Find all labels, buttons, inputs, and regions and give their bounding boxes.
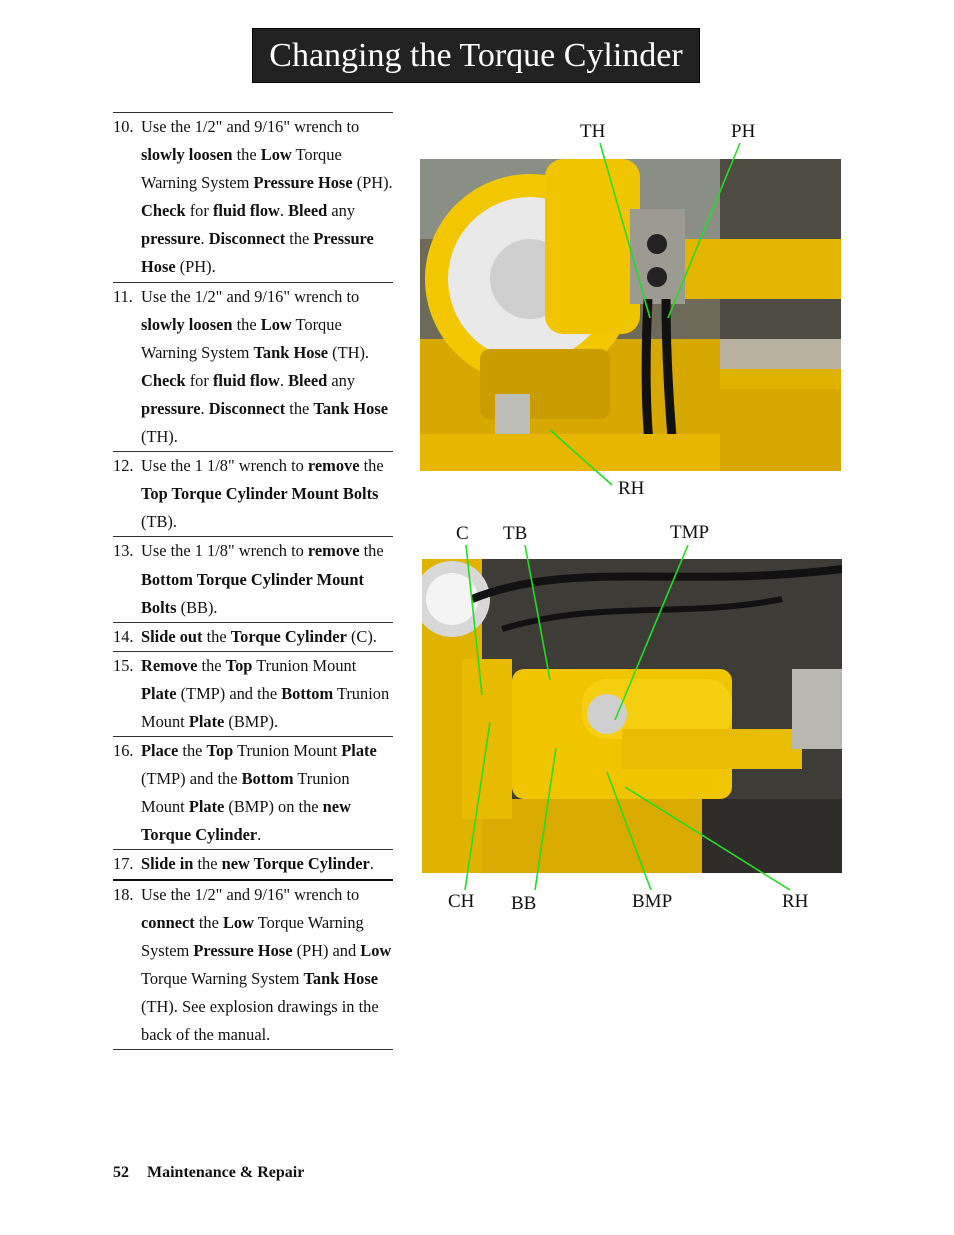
step-number: 16. bbox=[113, 741, 134, 761]
bold-term: Disconnect bbox=[208, 398, 286, 418]
bold-term: remove bbox=[307, 456, 360, 476]
leader-tmp bbox=[615, 545, 688, 720]
leader-tb bbox=[525, 545, 550, 680]
step-text: Slide in the new Torque Cylinder. bbox=[141, 854, 374, 874]
bold-term: Tank Hose bbox=[253, 342, 329, 362]
page-number: 52 bbox=[113, 1164, 129, 1181]
label-th: TH bbox=[580, 121, 606, 142]
step-text: Remove the Top Trunion Mount Plate (TMP) and the Bottom Trunion Mount Plate (BMP). bbox=[141, 655, 390, 731]
step-number: 12. bbox=[113, 456, 134, 476]
leader-bb bbox=[535, 748, 556, 890]
section-name: Maintenance & Repair bbox=[147, 1164, 305, 1181]
bold-term: Pressure Hose bbox=[253, 173, 353, 193]
label-tmp: TMP bbox=[670, 522, 710, 543]
step-text: Use the 1 1/8" wrench to remove the Top Torque Cylinder Mount Bolts (TB). bbox=[141, 456, 384, 532]
bold-term: Tank Hose bbox=[303, 968, 379, 988]
bold-term: Top bbox=[206, 741, 234, 761]
bold-term: Top bbox=[225, 655, 253, 675]
step-number: 13. bbox=[113, 541, 134, 561]
step-text: Slide out the Torque Cylinder (C). bbox=[141, 626, 377, 646]
bold-term: slowly loosen bbox=[141, 314, 233, 334]
bold-term: Plate bbox=[141, 683, 177, 703]
bold-term: Pressure Hose bbox=[193, 940, 293, 960]
page-footer bbox=[113, 1164, 304, 1182]
bold-term: Place bbox=[141, 741, 179, 761]
page-title: Changing the Torque Cylinder bbox=[252, 28, 700, 83]
bold-term: pressure bbox=[141, 229, 201, 249]
label-tb: TB bbox=[503, 523, 528, 544]
bold-term: fluid flow bbox=[212, 370, 280, 390]
bold-term: Bottom bbox=[281, 683, 334, 703]
bold-term: pressure bbox=[141, 398, 201, 418]
step-number: 15. bbox=[113, 655, 134, 675]
leader-rh-top bbox=[550, 430, 612, 485]
bold-term: Low bbox=[260, 145, 292, 165]
bold-term: new Torque Cylinder bbox=[221, 854, 370, 874]
label-ph: PH bbox=[731, 121, 756, 142]
step-text: Use the 1/2" and 9/16" wrench to connect the Low Torque Warning System Pressure Hose (PH) and Low Torque Warning System Tank Hose (TH). See explosion drawings in the back of the manual. bbox=[141, 884, 392, 1044]
leader-rh-bottom bbox=[625, 787, 790, 890]
bold-term: Torque Cylinder bbox=[230, 626, 347, 646]
step-text: Use the 1 1/8" wrench to remove the Bottom Torque Cylinder Mount Bolts (BB). bbox=[141, 541, 384, 617]
bold-term: Remove bbox=[141, 655, 198, 675]
leader-th bbox=[600, 143, 650, 318]
label-bmp: BMP bbox=[632, 891, 673, 912]
bold-term: connect bbox=[141, 912, 195, 932]
bold-term: Disconnect bbox=[208, 229, 286, 249]
bold-term: Pressure Hose bbox=[141, 229, 374, 277]
leader-c bbox=[466, 545, 482, 695]
label-rh-top: RH bbox=[618, 478, 645, 499]
bold-term: Plate bbox=[188, 711, 225, 731]
step-number: 18. bbox=[113, 884, 134, 904]
label-ch: CH bbox=[448, 891, 475, 912]
bold-term: Check bbox=[141, 201, 186, 221]
bold-term: Low bbox=[222, 912, 254, 932]
step-number: 10. bbox=[113, 117, 134, 136]
bold-term: Low bbox=[260, 314, 292, 334]
bold-term: Low bbox=[360, 940, 392, 960]
bold-term: Slide in bbox=[141, 854, 194, 874]
bold-term: Plate bbox=[341, 741, 377, 761]
leader-ch bbox=[465, 722, 490, 890]
step-number: 11. bbox=[113, 286, 133, 306]
bold-term: Plate bbox=[188, 797, 225, 817]
step-text: Use the 1/2" and 9/16" wrench to slowly loosen the Low Torque Warning System Tank Hose (TH). Check for fluid flow. Bleed any pressure. Disconnect the Tank Hose (TH). bbox=[141, 286, 388, 447]
bold-term: Bottom Torque Cylinder Mount Bolts bbox=[141, 569, 364, 617]
bold-term: fluid flow bbox=[212, 201, 280, 221]
leader-ph bbox=[668, 143, 740, 318]
bold-term: new Torque Cylinder bbox=[141, 797, 351, 845]
bold-term: Bleed bbox=[288, 201, 328, 221]
step-number: 14. bbox=[113, 626, 134, 646]
bold-term: Tank Hose bbox=[313, 398, 388, 418]
bold-term: Bottom bbox=[241, 769, 294, 789]
bold-term: Check bbox=[141, 370, 186, 390]
label-rh-bottom: RH bbox=[782, 891, 809, 912]
step-number: 17. bbox=[113, 854, 134, 874]
step-text: Use the 1/2" and 9/16" wrench to slowly loosen the Low Torque Warning System Pressure Hose (PH). Check for fluid flow. Bleed any pressure. Disconnect the Pressure Hose (PH). bbox=[141, 117, 393, 277]
bold-term: slowly loosen bbox=[141, 145, 233, 165]
bold-term: remove bbox=[307, 541, 360, 561]
bold-term: Top Torque Cylinder Mount Bolts bbox=[141, 484, 379, 504]
bold-term: Slide out bbox=[141, 626, 203, 646]
step-text: Place the Top Trunion Mount Plate (TMP) and the Bottom Trunion Mount Plate (BMP) on the new Torque Cylinder. bbox=[141, 741, 377, 845]
label-bb: BB bbox=[511, 893, 537, 914]
label-c: C bbox=[456, 523, 469, 544]
bold-term: Bleed bbox=[288, 370, 328, 390]
